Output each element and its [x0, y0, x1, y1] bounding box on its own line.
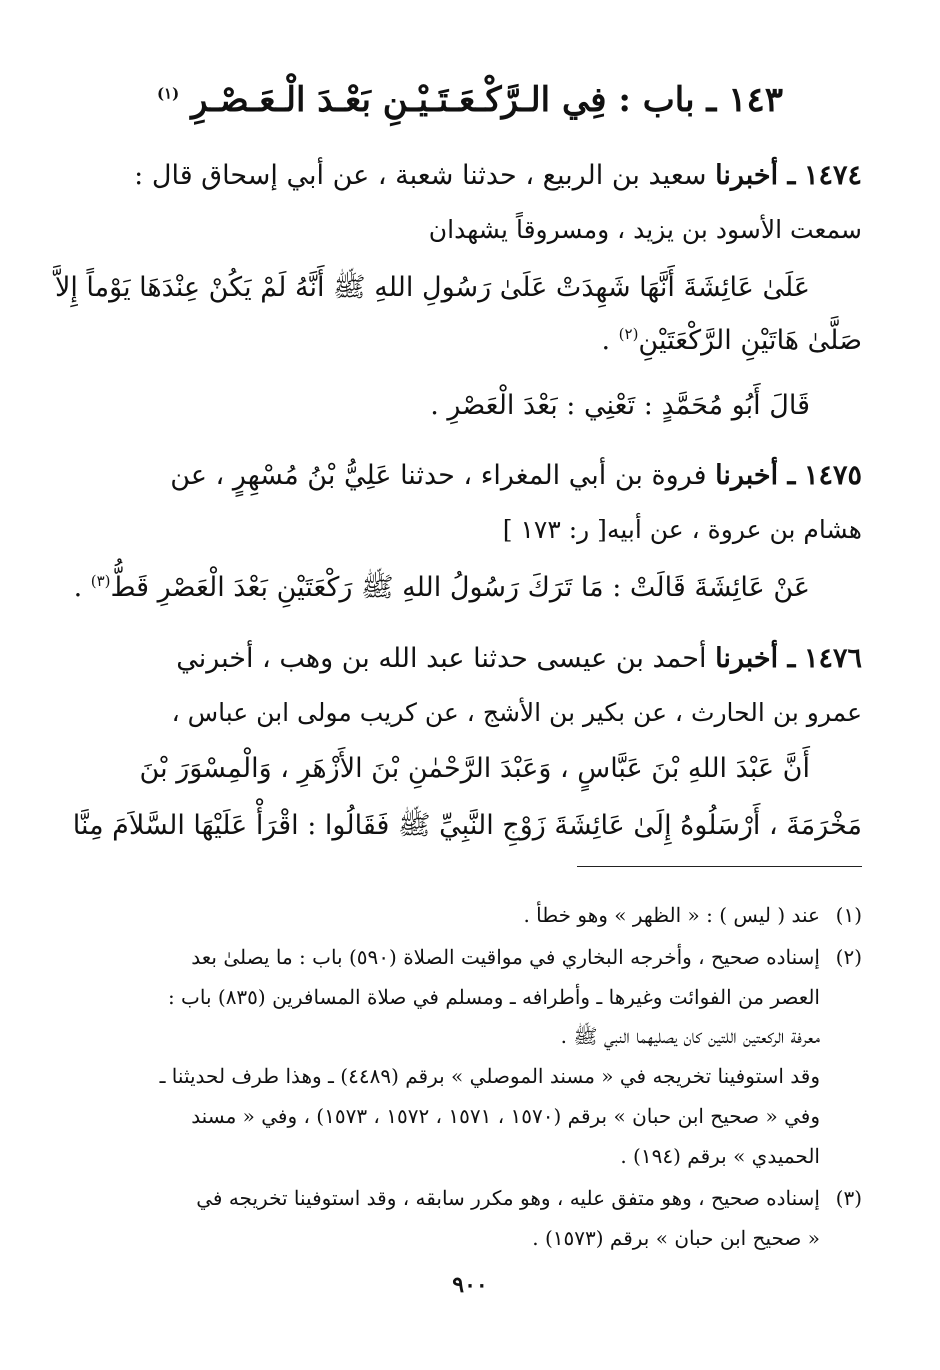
- hadith-lead: أخبرنا: [715, 160, 779, 191]
- hadith-number: ١٤٧٦: [803, 643, 862, 674]
- chapter-title: باب : فِي الـرَّكْـعَـتَـيْـنِ بَعْـدَ الْـعَـصْـرِ: [191, 80, 695, 120]
- footnote-2-line-4: وقد استوفينا تخريجه في « مسند الموصلي » برقم (٤٤٨٩) ـ وهذا طرف لحديثنا ـ: [159, 1064, 820, 1088]
- footnote-divider: [577, 866, 862, 867]
- footnote-2-line-5: وفي « صحيح ابن حبان » برقم (١٥٧٠ ، ١٥٧١ ، ١٥٧٢ ، ١٥٧٣) ، وفي « مسند: [191, 1104, 820, 1128]
- matn-text: صَلَّىٰ هَاتَيْنِ الرَّكْعَتَيْنِ: [638, 325, 862, 356]
- chapter-note-ref: (١): [156, 84, 180, 103]
- hadith-1476-isnad-line-1: ١٤٧٦ ـ أخبرنا أحمد بن عيسى حدثنا عبد الله بن وهب ، أخبرني: [176, 643, 862, 674]
- hadith-isnad: فروة بن أبي المغراء ، حدثنا عَلِيُّ بْنُ مُسْهِرٍ ، عن: [170, 460, 707, 491]
- footnote-1-line-1: عند ( ليس ) : « الظهر » وهو خطأ .: [523, 903, 820, 927]
- chapter-number: ١٤٣: [728, 80, 784, 120]
- matn-text: عَنْ عَائِشَةَ قَالَتْ : مَا تَرَكَ رَسُولُ اللهِ ﷺ رَكْعَتَيْنِ بَعْدَ الْعَصْرِ قَطُّ: [110, 572, 810, 603]
- footnote-1-number: (١): [835, 903, 862, 927]
- hadith-1475-isnad-line-1: ١٤٧٥ ـ أخبرنا فروة بن أبي المغراء ، حدثنا عَلِيُّ بْنُ مُسْهِرٍ ، عن: [170, 460, 862, 491]
- matn-end: .: [73, 572, 91, 603]
- footnote-2-line-3: معرفة الركعتين اللتين كان يصليهما النبي ﷺ .: [560, 1024, 820, 1048]
- hadith-number: ١٤٧٤: [803, 160, 862, 191]
- footnote-3-number: (٣): [835, 1186, 862, 1210]
- hadith-isnad: أحمد بن عيسى حدثنا عبد الله بن وهب ، أخبرني: [176, 643, 707, 674]
- footnote-2-line-6: الحميدي » برقم (١٩٤) .: [620, 1144, 820, 1168]
- footnote-2-line-2: العصر من الفوائت وغيرها ـ وأطرافه ـ ومسلم في صلاة المسافرين (٨٣٥) باب :: [167, 985, 820, 1009]
- page-number: ٩٠٠: [452, 1272, 488, 1298]
- hadith-1475-isnad-line-2: هشام بن عروة ، عن أبيه[ ر: ١٧٣ ]: [502, 515, 862, 544]
- footnote-3-line-1: إسناده صحيح ، وهو متفق عليه ، وهو مكرر سابقه ، وقد استوفينا تخريجه في: [196, 1186, 820, 1210]
- footnote-2-line-1: إسناده صحيح ، وأخرجه البخاري في مواقيت الصلاة (٥٩٠) باب : ما يصلىٰ بعد: [191, 945, 820, 969]
- hadith-1476-matn-line-1: أَنَّ عَبْدَ اللهِ بْنَ عَبَّاسٍ ، وَعَبْدَ الرَّحْمٰنِ بْنَ الأَزْهَرِ ، وَالْمِسْوَرَ بْنَ: [139, 753, 810, 784]
- hadith-1474-matn-line-2: [80, 325, 862, 356]
- hadith-number: ١٤٧٥: [803, 460, 862, 491]
- footnote-ref: (٣): [90, 572, 111, 590]
- footnote-3-line-2: « صحيح ابن حبان » برقم (١٥٧٣) .: [532, 1226, 820, 1250]
- hadith-lead: أخبرنا: [715, 460, 779, 491]
- hadith-1474-comment: قَالَ أَبُو مُحَمَّدٍ : تَعْنِي : بَعْدَ الْعَصْرِ .: [430, 390, 810, 421]
- footnote-2-number: (٢): [835, 945, 862, 969]
- hadith-1475-matn-line-1: [73, 570, 810, 610]
- hadith-1474-isnad-line-1: ١٤٧٤ ـ أخبرنا سعيد بن الربيع ، حدثنا شعبة ، عن أبي إسحاق قال :: [134, 160, 862, 191]
- hadith-1476-matn-line-2: مَخْرَمَةَ ، أَرْسَلُوهُ إِلَىٰ عَائِشَةَ زَوْجِ النَّبِيِّ ﷺ فَقَالُوا : اقْرَأْ عَلَيْهَا السَّلاَمَ مِنَّا: [72, 810, 862, 841]
- hadith-1474-isnad-line-2: سمعت الأسود بن يزيد ، ومسروقاً يشهدان: [428, 215, 862, 244]
- hadith-1476-isnad-line-2: عمرو بن الحارث ، عن بكير بن الأشج ، عن كريب مولى ابن عباس ،: [171, 698, 862, 727]
- matn-end: .: [601, 325, 619, 356]
- hadith-lead: أخبرنا: [715, 643, 779, 674]
- footnote-ref: (٢): [618, 325, 639, 343]
- hadith-1474-matn-line-1: عَلَىٰ عَائِشَةَ أَنَّهَا شَهِدَتْ عَلَىٰ رَسُولِ اللهِ ﷺ أَنَّهُ لَمْ يَكُنْ عِنْدَهَا يَوْماً إِلاَّ: [54, 272, 810, 303]
- chapter-heading: ١٤٣ ـ باب : فِي الـرَّكْـعَـتَـيْـنِ بَعْـدَ الْـعَـصْـرِ $^{(١)}$: [156, 80, 784, 120]
- hadith-isnad: سعيد بن الربيع ، حدثنا شعبة ، عن أبي إسحاق قال :: [134, 160, 707, 191]
